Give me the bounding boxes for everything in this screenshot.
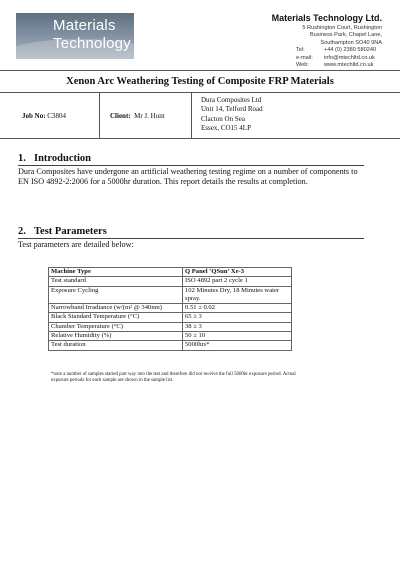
test-parameters-table — [48, 267, 292, 351]
report-title: Xenon Arc Weathering Testing of Composite FRP Materials — [0, 70, 400, 93]
table-row — [49, 322, 292, 331]
table-cell-value: 38 ± 3 — [183, 322, 292, 331]
company-logo — [16, 13, 134, 59]
company-name: Materials Technology Ltd. — [271, 13, 382, 23]
job-number-cell — [0, 93, 100, 138]
table-footnote: *note a number of samples started part way into the test and therefore did not receive the full 5000hr exposure period. Actual exposure periods for each sample are shown in the sample list. — [51, 372, 296, 384]
section-number: 1. — [18, 153, 26, 164]
address-line: 5 Rushington Court, Rushington — [302, 25, 382, 31]
client-address-cell — [192, 93, 263, 138]
contact-value: +44 (0) 2380 580240 — [324, 47, 377, 54]
section-number: 2. — [18, 226, 26, 237]
logo-text-line1: Materials — [53, 17, 116, 34]
client-name: Mr J. Hunt — [134, 111, 165, 120]
job-number-label: Job No: — [22, 111, 46, 120]
table-row — [49, 286, 292, 304]
table-cell-value: ISO 4892 part 2 cycle 1 — [183, 277, 292, 286]
contact-label: Web: — [296, 62, 309, 69]
table-cell-key: Narrowband Irradiance (w/(m² @ 340nm) — [49, 304, 183, 313]
table-cell-key: Relative Humidity (%) — [49, 332, 183, 341]
table-cell-value: 0.51 ± 0.02 — [183, 304, 292, 313]
job-info-row — [0, 93, 400, 139]
table-cell-value: 5000hrs* — [183, 341, 292, 350]
contact-email — [272, 55, 382, 62]
section-heading-introduction — [18, 153, 364, 166]
section-title: Introduction — [34, 153, 91, 164]
table-cell-key: Black Standard Temperature (°C) — [49, 313, 183, 322]
company-info — [272, 13, 382, 69]
table-cell-value: 50 ± 10 — [183, 332, 292, 341]
table-row — [49, 341, 292, 350]
contact-value[interactable]: info@mtechltd.co.uk — [324, 54, 375, 61]
contact-label: Tel: — [296, 47, 305, 54]
section-title: Test Parameters — [34, 226, 107, 237]
table-cell-value: 102 Minutes Dry, 18 Minutes water spray. — [183, 286, 292, 304]
address-line: Southampton SO40 9NA — [320, 39, 382, 46]
contact-label: e-mail: — [296, 54, 313, 61]
client-address-line: Unit 14, Telford Road — [201, 105, 263, 114]
client-address-line: Dura Composites Ltd — [201, 96, 262, 104]
address-line: Business Park, Chapel Lane, — [309, 32, 382, 39]
client-label: Client: — [110, 111, 131, 120]
table-header-row — [49, 268, 292, 277]
logo-text-line2: Technology — [53, 35, 131, 52]
table-cell-key: Chamber Temperature (°C) — [49, 322, 183, 331]
table-cell-key: Test duration — [49, 341, 183, 350]
table-row — [49, 332, 292, 341]
client-cell — [100, 93, 192, 138]
contact-value[interactable]: www.mtechltd.co.uk — [324, 62, 374, 69]
table-cell-key: Exposure Cycling — [49, 286, 183, 304]
table-header-cell: Machine Type — [49, 268, 183, 277]
introduction-text: Dura Composites have undergone an artificial weathering testing regime on a number of components to EN ISO 4892-2:2006 for a 5000hr duration. This report details the results at completion. — [18, 167, 358, 187]
client-address-line: Clacton On Sea — [201, 114, 245, 123]
table-row — [49, 313, 292, 322]
table-cell-value: 65 ± 3 — [183, 313, 292, 322]
job-number-value: C3804 — [47, 111, 66, 120]
table-row — [49, 304, 292, 313]
client-address-line: Essex, CO15 4LP — [201, 124, 251, 133]
contact-tel — [272, 47, 382, 54]
table-cell-key: Test standard — [49, 277, 183, 286]
table-header-cell: Q Panel ‘QSun’ Xe-3 — [183, 268, 292, 277]
table-row — [49, 277, 292, 286]
contact-web — [272, 62, 382, 69]
section-heading-test-parameters — [18, 226, 364, 239]
test-parameters-intro: Test parameters are detailed below: — [18, 240, 134, 249]
